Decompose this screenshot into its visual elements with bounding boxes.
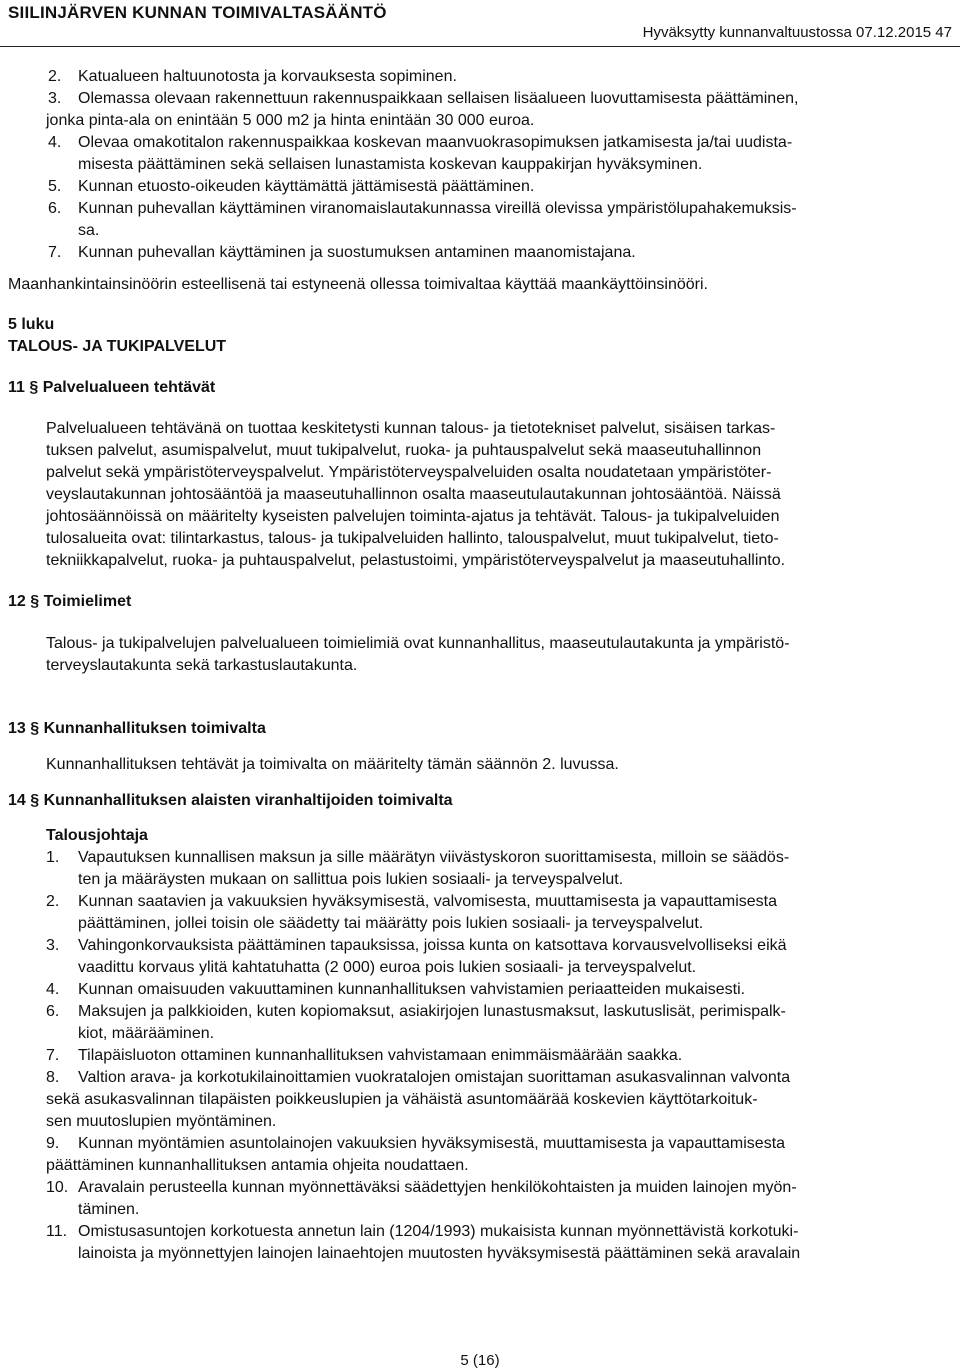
list-item: 4. Kunnan omaisuuden vakuuttaminen kunnanhallituksen vahvistamien periaatteiden mukaisesti. <box>46 981 746 998</box>
chapter-number: 5 luku <box>8 316 55 333</box>
approval-note: Hyväksytty kunnanvaltuustossa 07.12.2015 47 <box>642 24 952 41</box>
list-item: 11. Omistusasuntojen korkotuesta annetun lain (1204/1993) mukaisista kunnan myönnettävistä korkotuki- lainoista ja myönnettyjen lainojen lainaehtojen muutosten hyväksymisestä päättäminen sekä aravalain <box>46 1223 801 1262</box>
section-13-heading: 13 § Kunnanhallituksen toimivalta <box>8 720 266 737</box>
talousjohtaja-heading: Talousjohtaja <box>46 827 148 844</box>
list-item: 2. Kunnan saatavien ja vakuuksien hyväksymisestä, valvomisesta, muuttamisesta ja vapauttamisesta päättäminen, jollei toisin ole säädetty tai määrätty pois lukien sosiaali- ja terveyspalvelut. <box>46 893 778 932</box>
document-title: SIILINJÄRVEN KUNNAN TOIMIVALTASÄÄNTÖ <box>8 3 387 22</box>
section-11-text: Palvelualueen tehtävänä on tuottaa keskitetysti kunnan talous- ja tietotekniset palvelut, sisäisen tarkas- tuksen palvelut, asumispalvelut, muut tukipalvelut, ruoka- ja puhtauspalvelut sekä maaseutuhallinnon palvelut sekä ympäristöterveyspalvelut. Ympäristöterveyspalveluiden osalta noudatetaan ympäristöter- veyslautakunnan johtosääntöä ja maaseutuhallinnon osalta maaseutulautakunnan johtosääntöä. Näissä johtosäännöissä on määritelty kyseisten palvelujen toiminta-ajatus ja tehtävät. Talous- ja tukipalveluiden tulosalueita ovat: tilintarkastus, talous- ja tukipalveluiden hallinto, talouspalvelut, muut tukipalvelut, tieto- tekniikkapalvelut, ruoka- ja puhtauspalvelut, pelastustoimi, ympäristöterveyspalvelut ja maaseutuhallinto. <box>46 420 786 569</box>
section-13-text: Kunnanhallituksen tehtävät ja toimivalta on määritelty tämän säännön 2. luvussa. <box>46 756 619 773</box>
list-item: 10. Aravalain perusteella kunnan myönnettäväksi säädettyjen henkilökohtaisten ja muiden lainojen myön- täminen. <box>46 1179 797 1218</box>
list-item: 3. Olemassa olevaan rakennettuun rakennuspaikkaan sellaisen lisäalueen luovuttamisesta päättäminen, <box>48 90 799 107</box>
section-12-heading: 12 § Toimielimet <box>8 593 132 610</box>
list-item: 4. Olevaa omakotitalon rakennuspaikkaa koskevan maanvuokrasopimuksen jatkamisesta ja/tai uudista- misesta päättäminen sekä sellaisen lunastamista koskevan kauppakirjan hyväksyminen. <box>48 134 793 173</box>
section-14-heading: 14 § Kunnanhallituksen alaisten viranhaltijoiden toimivalta <box>8 792 453 809</box>
list-item: 9. Kunnan myöntämien asuntolainojen vakuuksien hyväksymisestä, muuttamisesta ja vapauttamisesta <box>46 1135 786 1152</box>
list-item: 1. Vapautuksen kunnallisen maksun ja sille määrätyn viivästyskoron suorittamisesta, milloin se säädös- ten ja määräysten mukaan on sallittua pois lukien sosiaali- ja terveyspalvelut. <box>46 849 790 888</box>
section-12-text: Talous- ja tukipalvelujen palvelualueen toimielimiä ovat kunnanhallitus, maaseutulautakunta ja ympäristö- terveyslautakunta sekä tarkastuslautakunta. <box>46 635 790 674</box>
list-item: 8. Valtion arava- ja korkotukilainoittamien vuokratalojen omistajan suorittaman asukasvalinnan valvonta <box>46 1069 791 1086</box>
document-body <box>0 66 960 1265</box>
section-11-heading: 11 § Palvelualueen tehtävät <box>8 379 216 396</box>
list-item: 2. Katualueen haltuunotosta ja korvauksesta sopiminen. <box>48 68 457 85</box>
list-item: 6. Maksujen ja palkkioiden, kuten kopiomaksut, asiakirjojen lunastusmaksut, laskutuslisät, perimispalk- kiot, määrääminen. <box>46 1003 786 1042</box>
page-header <box>0 0 960 47</box>
substitute-paragraph: Maanhankintainsinöörin esteellisenä tai estyneenä ollessa toimivaltaa käyttää maankäyttöinsinööri. <box>8 276 708 293</box>
section-14-list: 1. Vapautuksen kunnallisen maksun ja sille määrätyn viivästyskoron suorittamisesta, milloin se säädös- ten ja määräysten mukaan on sallittua pois lukien sosiaali- ja terveyspalvelut. 2. Kunnan saatavien ja vakuuksien hyväksymisestä, valvomisesta, muuttamisesta ja vapauttamisesta päättäminen, jollei toisin ole säädetty tai määrätty pois lukien sosiaali- ja terveyspalvelut. 3. Vahingonkorvauksista päättäminen tapauksissa, joissa kunta on katsottava korvausvelvolliseksi eikä vaadittu korvaus ylitä kahtatuhatta (2 000) euroa pois lukien sosiaali- ja terveyspalvelut. 4. Kunnan omaisuuden vakuuttaminen kunnanhallituksen vahvistamien periaatteiden mukaisesti. 6. Maksujen ja palkkioiden, kuten kopiomaksut, asiakirjojen lunastusmaksut, laskutuslisät, perimispalk- kiot, määrääminen. 7. Tilapäisluoton ottaminen kunnanhallituksen vahvistamaan enimmäismäärään saakka. 8. Valtion arava- ja korkotukilainoittamien vuokratalojen omistajan suorittaman asukasvalinnan valvonta sekä asukasvalinnan tilapäisten poikkeuslupien ja vähäistä asuntomäärää koskevien käyttötarkoituk- sen muutoslupien myöntäminen. 9. Kunnan myöntämien asuntolainojen vakuuksien hyväksymisestä, muuttamisesta ja vapauttamisesta päättäminen kunnanhallituksen antamia ohjeita noudattaen. 10. Aravalain perusteella kunnan myönnettäväksi säädettyjen henkilökohtaisten ja muiden lainojen myön- täminen. 11. Omistusasuntojen korkotuesta annetun lain (1204/1993) mukaisista kunnan myönnettävistä korkotuki- lainoista ja myönnettyjen lainojen lainaehtojen muutosten hyväksymisestä päättäminen sekä aravalain <box>0 847 960 1265</box>
top-list: 2. Katualueen haltuunotosta ja korvauksesta sopiminen. 3. Olemassa olevaan rakennettuun rakennuspaikkaan sellaisen lisäalueen luovuttamisesta päättäminen, jonka pinta-ala on enintään 5 000 m2 ja hinta enintään 30 000 euroa. 4. Olevaa omakotitalon rakennuspaikkaa koskevan maanvuokrasopimuksen jatkamisesta ja/tai uudista- misesta päättäminen sekä sellaisen lunastamista koskevan kauppakirjan hyväksyminen. 5. Kunnan etuosto-oikeuden käyttämättä jättämisestä päättäminen. 6. Kunnan puhevallan käyttäminen viranomaislautakunnassa vireillä olevissa ympäristölupahakemuksis- sa. 7. Kunnan puhevallan käyttäminen ja suostumuksen antaminen maanomistajana. <box>0 66 960 264</box>
list-item: 6. Kunnan puhevallan käyttäminen viranomaislautakunnassa vireillä olevissa ympäristölupahakemuksis- sa. <box>48 200 797 239</box>
list-item: 5. Kunnan etuosto-oikeuden käyttämättä jättämisestä päättäminen. <box>48 178 535 195</box>
list-item: 7. Kunnan puhevallan käyttäminen ja suostumuksen antaminen maanomistajana. <box>48 244 636 261</box>
chapter-title: TALOUS- JA TUKIPALVELUT <box>8 338 227 355</box>
list-item: 3. Vahingonkorvauksista päättäminen tapauksissa, joissa kunta on katsottava korvausvelvolliseksi eikä vaadittu korvaus ylitä kahtatuhatta (2 000) euroa pois lukien sosiaali- ja terveyspalvelut. <box>46 937 787 976</box>
page-number: 5 (16) <box>460 1352 500 1369</box>
list-item: 7. Tilapäisluoton ottaminen kunnanhallituksen vahvistamaan enimmäismäärään saakka. <box>46 1047 683 1064</box>
